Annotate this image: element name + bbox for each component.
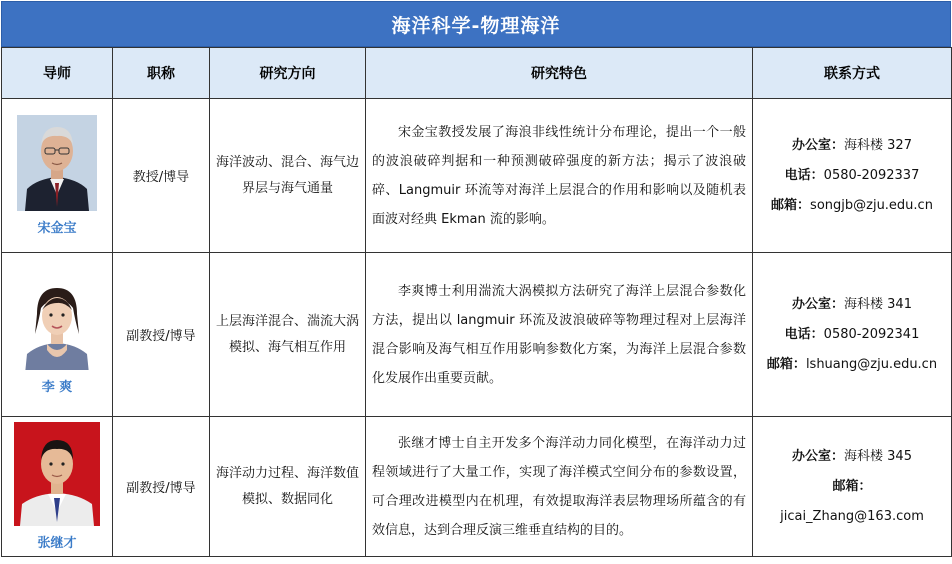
page: [1, 1, 951, 562]
office-label: 办公室：: [792, 137, 845, 153]
table-row: [2, 99, 952, 253]
page-title: 海洋科学-物理海洋: [1, 1, 951, 47]
phone-line: [753, 320, 951, 350]
research-direction: 海洋动力过程、海洋数值模拟、数据同化: [210, 417, 366, 557]
mentor-name[interactable]: 李 爽: [41, 380, 73, 395]
contact-cell: [753, 253, 952, 417]
email-label: 邮箱：: [832, 478, 872, 494]
email-value-line: [753, 502, 951, 532]
email-line: [753, 191, 951, 221]
phone-value: 0580-2092341: [823, 326, 920, 342]
contact-cell: [753, 417, 952, 557]
mentor-photo: [17, 274, 97, 370]
office-value: 海科楼 341: [844, 296, 912, 312]
research-feature: [366, 417, 753, 557]
mentor-photo: [17, 115, 97, 211]
mentor-table: [1, 47, 952, 557]
email-value[interactable]: songjb@zju.edu.cn: [810, 197, 933, 213]
research-direction: 上层海洋混合、湍流大涡模拟、海气相互作用: [210, 253, 366, 417]
email-value[interactable]: lshuang@zju.edu.cn: [805, 356, 938, 372]
office-label: 办公室：: [792, 448, 845, 464]
research-feature: [366, 253, 753, 417]
research-direction: 海洋波动、混合、海气边界层与海气通量: [210, 99, 366, 253]
mentor-photo: [14, 422, 100, 526]
feature-text: 李爽博士利用湍流大涡模拟方法研究了海洋上层混合参数化方法，提出以 langmuir 环流及波浪破碎等物理过程对上层海洋混合影响及海气相互作用影响参数化方案，为海洋上层混合参数化发展作出重要贡献。: [372, 283, 746, 386]
mentor-cell: [2, 417, 113, 557]
office-value: 海科楼 327: [844, 137, 912, 153]
email-label: 邮箱：: [771, 197, 811, 213]
phone-line: [753, 161, 951, 191]
mentor-cell: [2, 99, 113, 253]
mentor-name[interactable]: 宋金宝: [37, 221, 77, 236]
feature-text: 宋金宝教授发展了海浪非线性统计分布理论，提出一个一般的波浪破碎判据和一种预测破碎强度的新方法；揭示了波浪破碎、Langmuir 环流等对海洋上层混合的作用和影响以及随机表面波对经典 Ekman 流的影响。: [372, 124, 746, 227]
mentor-title: 副教授/博导: [113, 417, 210, 557]
mentor-title: 教授/博导: [113, 99, 210, 253]
table-row: [2, 417, 952, 557]
table-header-row: [2, 48, 952, 99]
mentor-name[interactable]: 张继才: [37, 536, 77, 551]
office-line: [753, 131, 951, 161]
email-line: [753, 350, 951, 380]
office-line: [753, 290, 951, 320]
feature-text: 张继才博士自主开发多个海洋动力同化模型，在海洋动力过程领域进行了大量工作，实现了海洋模式空间分布的参数设置，可合理改进模型内在机理，有效提取海洋表层物理场所蕴含的有效信息，达到合理反演三维垂直结构的目的。: [372, 435, 746, 538]
header-direction: 研究方向: [210, 48, 366, 99]
office-label: 办公室：: [792, 296, 845, 312]
mentor-title: 副教授/博导: [113, 253, 210, 417]
mentor-cell: [2, 253, 113, 417]
phone-value: 0580-2092337: [823, 167, 920, 183]
contact-cell: [753, 99, 952, 253]
header-feature: 研究特色: [366, 48, 753, 99]
email-value[interactable]: jicai_Zhang@163.com: [780, 508, 924, 524]
table-row: [2, 253, 952, 417]
email-label: 邮箱：: [766, 356, 806, 372]
phone-label: 电话：: [784, 326, 824, 342]
header-contact: 联系方式: [753, 48, 952, 99]
phone-label: 电话：: [784, 167, 824, 183]
research-feature: [366, 99, 753, 253]
office-line: [753, 442, 951, 472]
office-value: 海科楼 345: [844, 448, 912, 464]
email-line: [753, 472, 951, 502]
header-mentor: 导师: [2, 48, 113, 99]
header-title: 职称: [113, 48, 210, 99]
